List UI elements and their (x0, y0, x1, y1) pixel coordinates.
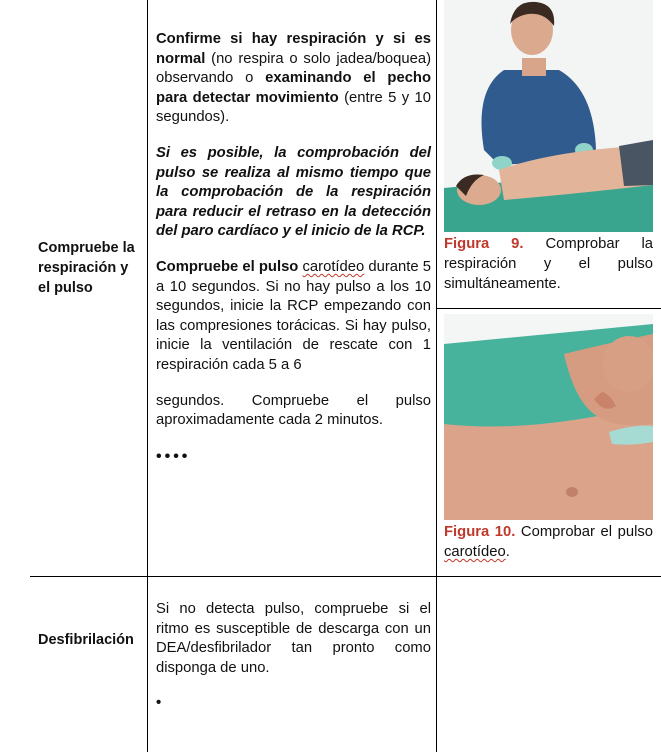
paragraph-check-pulse: Compruebe el pulso carotídeo durante 5 a 10 segundos. Si no hay pulso a los 10 segundos, inicie la RCP empezando con las compresiones torácicas. Si hay pulso, inicie la ventilación de rescate con 1 respiración cada 5 a 6 (156, 258, 431, 373)
table-border-left-col (147, 0, 148, 752)
row-label-defibrillation: Desfibrilación (38, 632, 134, 648)
defibrillation-instructions (156, 600, 431, 730)
paragraph-defibrillation: Si no detecta pulso, compruebe si el ritmo es susceptible de descarga con un DEA/desfibrilador tan pronto como disponga de uno. (156, 601, 431, 676)
breathing-pulse-instructions (156, 30, 431, 482)
figure-10-caption: Figura 10. Comprobar el pulso carotídeo. (444, 524, 653, 560)
figure-9-label: Figura 9. (444, 236, 524, 252)
figure-divider (436, 308, 661, 309)
bullet-dot: • (156, 695, 162, 712)
paragraph-simultaneous-check: Si es posible, la comprobación del pulso se realiza al mismo tiempo que la comprobación de la respiración para reducir el retraso en la detección del paro cardíaco y el inicio de la RCP. (156, 144, 431, 240)
row-label-breathing-pulse: Compruebe la respiración y el pulso (38, 240, 135, 296)
figure-10-image (444, 314, 653, 520)
paragraph-confirm-breathing: Confirme si hay respiración y si es normal (no respira o solo jadea/boquea) observando o examinando el pecho para detectar movimiento (entre 5 y 10 segundos). (156, 31, 432, 126)
figure-9-image (444, 0, 653, 232)
table-border-mid-col (436, 0, 437, 752)
row-divider (30, 576, 661, 577)
figure-9-caption: Figura 9. Comprobar la respiración y el pulso simultáneamente. (444, 236, 653, 292)
figure-10-label: Figura 10. (444, 524, 516, 540)
rescuer-checking-breathing-illustration (444, 0, 653, 232)
paragraph-recheck-pulse: segundos. Compruebe el pulso aproximadamente cada 2 minutos. (156, 392, 431, 429)
carotid-pulse-check-illustration (444, 314, 653, 520)
bullet-dots: •••• (156, 447, 191, 465)
